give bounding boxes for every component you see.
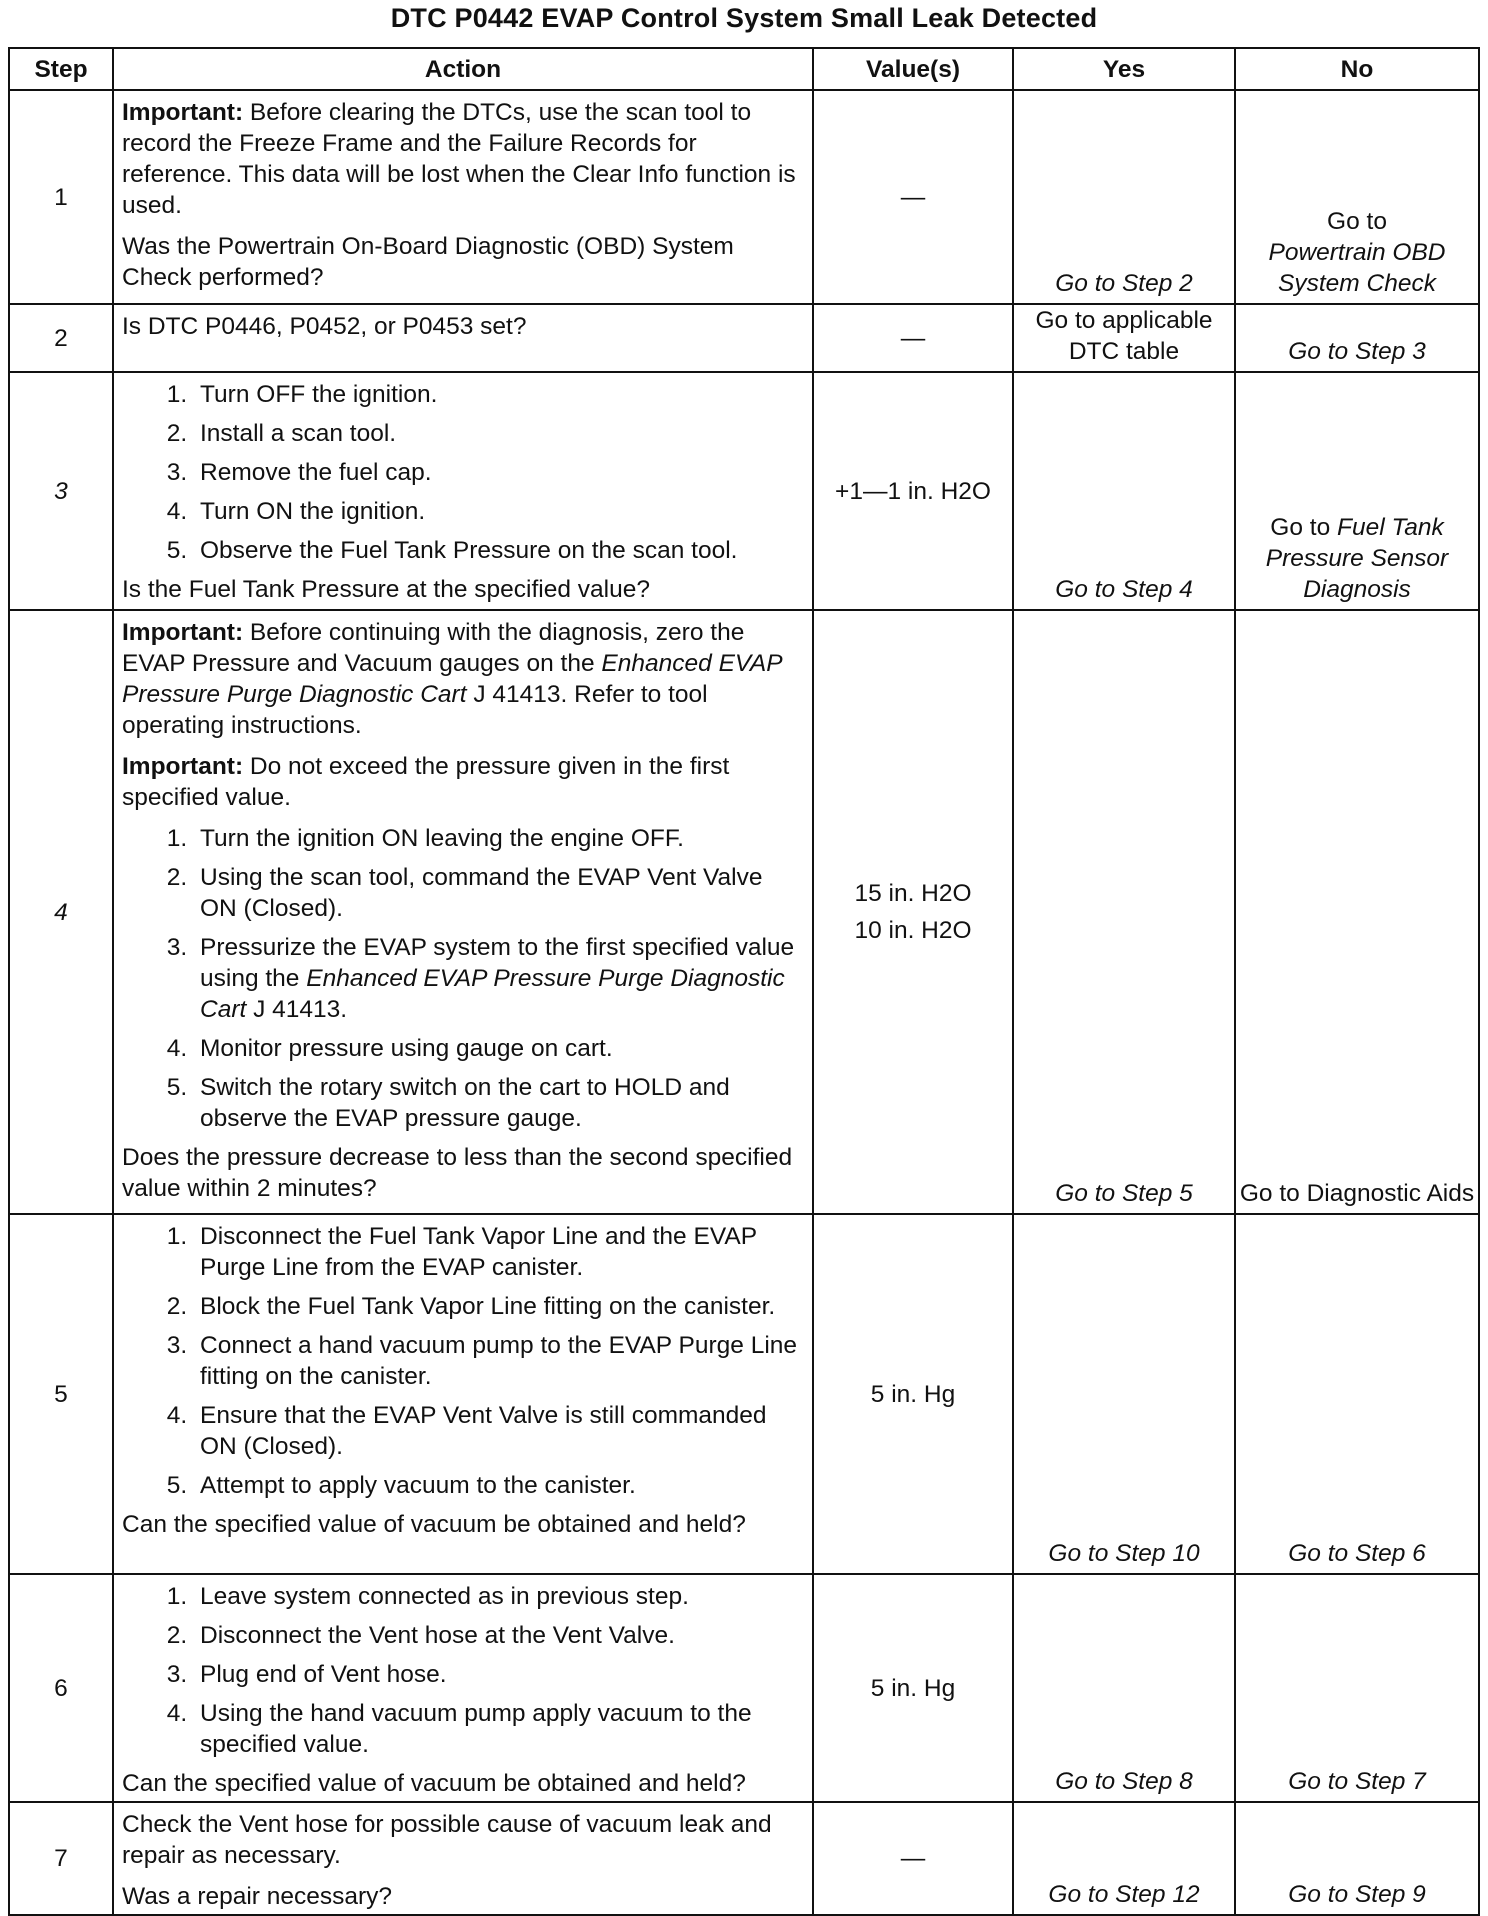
table-row [9, 304, 1479, 372]
no-cell: Go to Step 6 [1235, 1214, 1479, 1574]
header-no: No [1235, 48, 1479, 90]
list-item: 2. Install a scan tool. [194, 418, 806, 449]
header-yes: Yes [1013, 48, 1235, 90]
list-item: 4. Monitor pressure using gauge on cart. [194, 1033, 806, 1064]
question: Does the pressure decrease to less than the second specified value within 2 minutes? [122, 1144, 793, 1202]
table-row [9, 1214, 1479, 1574]
list-item: 4. Turn ON the ignition. [194, 496, 806, 527]
action-cell [113, 372, 813, 610]
yes-cell: Go to applicable DTC table [1013, 304, 1235, 372]
table-row [9, 610, 1479, 1214]
important-text: Do not exceed the pressure given in the first specified value. [122, 753, 730, 811]
list-item: 2. Block the Fuel Tank Vapor Line fitting on the canister. [194, 1291, 806, 1322]
important-note [122, 751, 806, 813]
list-item: 1. Turn OFF the ignition. [194, 379, 806, 410]
value-cell [813, 610, 1013, 1214]
action-cell [113, 610, 813, 1214]
step-number: 6 [9, 1574, 113, 1802]
important-note [122, 617, 806, 741]
value-cell: +1—1 in. H2O [813, 372, 1013, 610]
header-row [9, 48, 1479, 90]
question: Can the specified value of vacuum be obtained and held? [122, 1511, 746, 1538]
value-cell: — [813, 90, 1013, 304]
list-item [194, 932, 806, 1025]
value-cell: 5 in. Hg [813, 1214, 1013, 1574]
no-cell: Go to Step 7 [1235, 1574, 1479, 1802]
action-cell [113, 1802, 813, 1915]
action-cell [113, 1574, 813, 1802]
action-cell [113, 1214, 813, 1574]
no-cell: Go to Step 3 [1235, 304, 1479, 372]
important-label: Important: [122, 619, 244, 646]
important-text: J 41413. Refer to tool operating instructions. [122, 681, 708, 739]
no-target: Powertrain OBD System Check [1268, 239, 1446, 297]
no-cell [1235, 90, 1479, 304]
step-number: 7 [9, 1802, 113, 1915]
table-row [9, 1574, 1479, 1802]
list-item: 3. Plug end of Vent hose. [194, 1659, 806, 1690]
list-item: 2. Disconnect the Vent hose at the Vent Valve. [194, 1620, 806, 1651]
step-number: 2 [9, 304, 113, 372]
list-item: 3. Remove the fuel cap. [194, 457, 806, 488]
table-row [9, 1802, 1479, 1915]
tool-name: Enhanced EVAP Pressure Purge Diagnostic Cart [200, 965, 785, 1023]
yes-cell: Go to Step 12 [1013, 1802, 1235, 1915]
list-item: 1. Turn the ignition ON leaving the engine OFF. [194, 823, 806, 854]
question: Can the specified value of vacuum be obtained and held? [122, 1770, 746, 1797]
value-cell: — [813, 304, 1013, 372]
value-second: 10 in. H2O [854, 917, 972, 944]
list-item: 1. Leave system connected as in previous step. [194, 1581, 806, 1612]
document-title: DTC P0442 EVAP Control System Small Leak Detected [390, 3, 1098, 33]
important-label: Important: [122, 99, 244, 126]
list-item-text: Pressurize the EVAP system to the first specified value using the [200, 934, 795, 992]
important-text: Before continuing with the diagnosis, zero the EVAP Pressure and Vacuum gauges on the [122, 619, 745, 677]
table-row [9, 90, 1479, 304]
header-step: Step [9, 48, 113, 90]
list-item: 4. Ensure that the EVAP Vent Valve is still commanded ON (Closed). [194, 1400, 806, 1462]
yes-cell: Go to Step 10 [1013, 1214, 1235, 1574]
list-item-text: J 41413. [246, 996, 348, 1023]
procedure-list [122, 1581, 806, 1760]
important-note [122, 97, 806, 221]
list-item: 4. Using the hand vacuum pump apply vacuum to the specified value. [194, 1698, 806, 1760]
no-prefix: Go to [1270, 514, 1338, 541]
list-item: 1. Disconnect the Fuel Tank Vapor Line and the EVAP Purge Line from the EVAP canister. [194, 1221, 806, 1283]
value-cell: 5 in. Hg [813, 1574, 1013, 1802]
question: Was the Powertrain On-Board Diagnostic (OBD) System Check performed? [122, 233, 734, 291]
question: Was a repair necessary? [122, 1883, 393, 1910]
yes-cell: Go to Step 2 [1013, 90, 1235, 304]
value-cell: — [813, 1802, 1013, 1915]
diagnostic-table [8, 47, 1480, 1916]
step-number: 4 [9, 610, 113, 1214]
no-prefix: Go to [1327, 208, 1387, 235]
question: Is DTC P0446, P0452, or P0453 set? [122, 313, 527, 340]
header-action: Action [113, 48, 813, 90]
tool-name: Enhanced EVAP Pressure Purge Diagnostic Cart [122, 650, 782, 708]
no-cell: Go to Step 9 [1235, 1802, 1479, 1915]
list-item: 2. Using the scan tool, command the EVAP Vent Valve ON (Closed). [194, 862, 806, 924]
step-number: 1 [9, 90, 113, 304]
procedure-list [122, 1221, 806, 1501]
yes-cell: Go to Step 8 [1013, 1574, 1235, 1802]
step-number: 3 [9, 372, 113, 610]
no-target: Fuel Tank Pressure Sensor Diagnosis [1265, 514, 1449, 603]
no-cell [1235, 372, 1479, 610]
important-label: Important: [122, 753, 244, 780]
value-first: 15 in. H2O [854, 880, 972, 907]
list-item: 5. Switch the rotary switch on the cart to HOLD and observe the EVAP pressure gauge. [194, 1072, 806, 1134]
step-number: 5 [9, 1214, 113, 1574]
list-item: 3. Connect a hand vacuum pump to the EVAP Purge Line fitting on the canister. [194, 1330, 806, 1392]
action-cell [113, 304, 813, 372]
header-values: Value(s) [813, 48, 1013, 90]
procedure-list [122, 379, 806, 566]
important-text: Before clearing the DTCs, use the scan tool to record the Freeze Frame and the Failure Records for reference. This data will be lost when the Clear Info function is used. [122, 99, 796, 219]
table-row [9, 372, 1479, 610]
list-item: 5. Attempt to apply vacuum to the canister. [194, 1470, 806, 1501]
action-cell [113, 90, 813, 304]
procedure-list [122, 823, 806, 1134]
yes-cell: Go to Step 4 [1013, 372, 1235, 610]
question: Is the Fuel Tank Pressure at the specified value? [122, 576, 650, 603]
yes-cell: Go to Step 5 [1013, 610, 1235, 1214]
instruction-text: Check the Vent hose for possible cause of vacuum leak and repair as necessary. [122, 1811, 772, 1869]
list-item: 5. Observe the Fuel Tank Pressure on the scan tool. [194, 535, 806, 566]
no-cell: Go to Diagnostic Aids [1235, 610, 1479, 1214]
